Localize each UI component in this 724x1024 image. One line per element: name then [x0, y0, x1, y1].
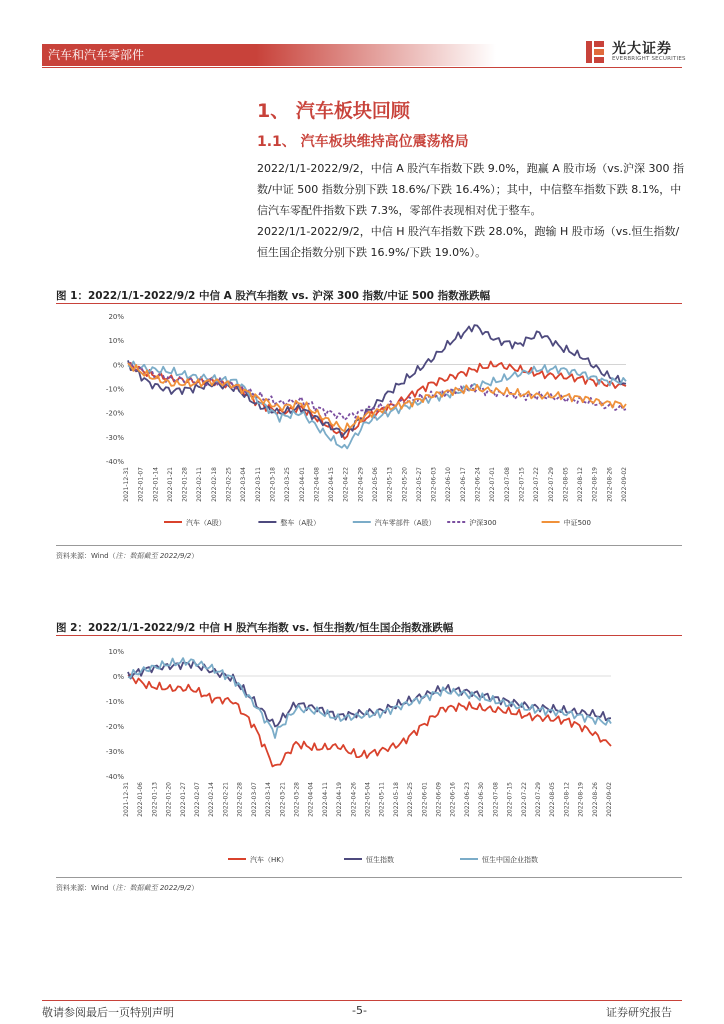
x-tick-label: 2022-07-01 [489, 467, 497, 502]
y-tick-label: 20% [108, 313, 124, 321]
x-tick-label: 2022-02-28 [236, 782, 244, 817]
x-tick-label: 2022-03-04 [240, 467, 248, 502]
x-tick-label: 2022-06-23 [463, 782, 471, 817]
x-tick-label: 2022-06-09 [435, 782, 443, 817]
x-tick-label: 2022-07-08 [492, 782, 500, 817]
x-tick-label: 2022-03-11 [254, 467, 262, 502]
paragraph-a-share: 2022/1/1-2022/9/2，中信 A 股汽车指数下跌 9.0%，跑赢 A 股市场（vs.沪深 300 指数/中证 500 指数分别下跌 18.6%/下跌 16.4%）；其中，中信整车指数下跌 8.1%，中信汽车零配件指数下跌 7.3%，零部件表现相对优于整车。 [257, 162, 684, 217]
legend-label: 汽车零部件（A股） [374, 519, 436, 527]
y-tick-label: -40% [105, 773, 124, 781]
figure-1-title: 图 1：2022/1/1-2022/9/2 中信 A 股汽车指数 vs. 沪深 300 指数/中证 500 指数涨跌幅 [56, 290, 491, 302]
source-suffix: ） [191, 552, 199, 560]
x-tick-label: 2022-03-21 [279, 782, 287, 817]
series-line [128, 363, 626, 420]
x-tick-label: 2022-07-22 [533, 467, 541, 502]
x-tick-label: 2022-03-28 [293, 782, 301, 817]
figure-2-chart [56, 638, 682, 872]
x-tick-label: 2021-12-31 [123, 782, 130, 817]
figure-2-title: 图 2：2022/1/1-2022/9/2 中信 H 股汽车指数 vs. 恒生指数/恒生国企指数涨跌幅 [56, 622, 454, 634]
legend-label: 整车（A股） [280, 519, 321, 527]
y-tick-label: 10% [108, 648, 124, 656]
legend-label: 恒生指数 [366, 856, 394, 864]
x-tick-label: 2022-06-30 [478, 782, 486, 817]
x-tick-label: 2022-04-01 [298, 467, 306, 502]
source-prefix: 资料来源：Wind（ [56, 552, 116, 560]
footer-disclaimer: 敬请参阅最后一页特别声明 [42, 1006, 174, 1019]
x-tick-label: 2022-01-21 [166, 467, 174, 502]
x-tick-label: 2022-09-02 [606, 782, 613, 817]
x-tick-label: 2022-02-11 [196, 467, 204, 502]
y-tick-label: -20% [105, 409, 124, 418]
x-tick-label: 2022-01-07 [137, 467, 145, 502]
x-tick-label: 2022-05-04 [364, 782, 372, 817]
x-tick-label: 2022-02-18 [210, 467, 218, 502]
x-tick-label: 2022-05-11 [378, 782, 386, 817]
x-tick-label: 2022-07-15 [506, 782, 514, 817]
x-tick-label: 2022-07-22 [520, 782, 528, 817]
section-title: 汽车和汽车零部件 [48, 48, 145, 62]
x-tick-label: 2022-04-15 [328, 467, 336, 502]
x-tick-label: 2022-03-14 [265, 782, 273, 817]
legend-label: 中证500 [563, 519, 591, 527]
x-tick-label: 2022-08-19 [577, 782, 585, 817]
footer-report-type: 证券研究报告 [606, 1006, 672, 1019]
figure-2-source [56, 883, 198, 893]
heading-1: 1、 汽车板块回顾 [257, 100, 410, 122]
x-tick-label: 2022-06-17 [459, 467, 467, 502]
legend-label: 恒生中国企业指数 [482, 856, 538, 864]
x-tick-label: 2022-05-27 [415, 467, 423, 502]
x-tick-label: 2022-02-21 [222, 782, 230, 817]
x-tick-label: 2022-08-12 [563, 782, 571, 817]
x-tick-label: 2022-02-14 [208, 782, 216, 817]
y-tick-label: 0% [112, 361, 124, 370]
footer-rule [42, 1000, 682, 1001]
brand-name-cn: 光大证券 [612, 41, 672, 57]
x-tick-label: 2022-08-05 [549, 782, 557, 817]
x-tick-label: 2022-04-19 [336, 782, 344, 817]
x-tick-label: 2022-06-24 [474, 467, 482, 502]
x-tick-label: 2022-01-27 [179, 782, 187, 817]
figure-1-source [56, 551, 198, 561]
y-tick-label: -10% [105, 385, 124, 394]
x-tick-label: 2022-08-05 [562, 466, 570, 502]
x-tick-label: 2022-01-14 [152, 467, 160, 502]
y-tick-label: -30% [105, 433, 124, 442]
x-tick-label: 2022-05-06 [372, 467, 379, 502]
y-tick-label: -10% [105, 698, 124, 706]
figure-1-chart [56, 306, 682, 540]
x-tick-label: 2022-07-29 [534, 782, 542, 817]
x-tick-label: 2022-05-18 [392, 782, 400, 817]
x-tick-label: 2022-04-08 [313, 467, 321, 502]
x-tick-label: 2022-06-01 [421, 782, 429, 817]
x-tick-label: 2022-08-19 [591, 467, 599, 502]
source-prefix: 资料来源：Wind（ [56, 884, 116, 892]
header-rule [42, 67, 682, 68]
x-tick-label: 2022-01-06 [137, 782, 145, 817]
x-tick-label: 2022-02-25 [225, 467, 233, 502]
x-tick-label: 2022-04-29 [357, 467, 365, 502]
page-number: -5- [352, 1004, 367, 1017]
x-tick-label: 2022-04-11 [321, 782, 329, 817]
source-note: 注：数据截至 2022/9/2 [115, 884, 192, 892]
legend-label: 汽车（HK） [250, 856, 288, 864]
x-tick-label: 2022-08-26 [606, 467, 614, 502]
figure-2-source-rule [56, 877, 682, 878]
x-tick-label: 2021-12-31 [123, 467, 130, 502]
figure-1-rule [56, 303, 682, 304]
y-tick-label: -40% [105, 458, 124, 466]
y-tick-label: -20% [105, 723, 124, 731]
y-tick-label: 10% [108, 337, 124, 346]
figure-2-rule [56, 635, 682, 636]
x-tick-label: 2022-05-20 [401, 467, 409, 502]
x-tick-label: 2022-02-07 [194, 782, 202, 817]
x-tick-label: 2022-07-15 [518, 467, 526, 502]
x-tick-label: 2022-07-08 [503, 467, 511, 502]
x-tick-label: 2022-08-12 [577, 467, 585, 502]
x-tick-label: 2022-06-03 [430, 467, 438, 502]
x-tick-label: 2022-05-13 [386, 467, 394, 502]
legend-label: 汽车（A股） [186, 519, 226, 527]
x-tick-label: 2022-03-25 [284, 467, 292, 502]
x-tick-label: 2022-03-18 [269, 467, 277, 502]
figure-1-source-rule [56, 545, 682, 546]
x-tick-label: 2022-01-28 [181, 467, 189, 502]
series-line [128, 675, 611, 767]
x-tick-label: 2022-04-04 [307, 782, 315, 817]
x-tick-label: 2022-08-26 [591, 782, 599, 817]
y-tick-label: 0% [112, 673, 124, 681]
x-tick-label: 2022-05-25 [407, 782, 415, 817]
x-tick-label: 2022-09-02 [621, 467, 628, 502]
x-tick-label: 2022-01-20 [165, 782, 173, 817]
source-suffix: ） [191, 884, 199, 892]
header-bar-fade [256, 44, 496, 66]
source-note: 注：数据截至 2022/9/2 [115, 552, 192, 560]
brand-name-en: EVERBRIGHT SECURITIES [612, 56, 686, 62]
paragraph-h-share: 2022/1/1-2022/9/2，中信 H 股汽车指数下跌 28.0%，跑输 H 股市场（vs.恒生指数/恒生国企指数分别下跌 16.9%/下跌 19.0%）。 [257, 225, 680, 259]
x-tick-label: 2022-06-16 [449, 782, 457, 817]
x-tick-label: 2022-07-29 [547, 467, 555, 502]
y-tick-label: -30% [105, 748, 124, 756]
x-tick-label: 2022-04-22 [342, 467, 350, 502]
x-tick-label: 2022-04-26 [350, 782, 358, 817]
x-tick-label: 2022-03-07 [250, 782, 258, 817]
legend-label: 沪深300 [469, 519, 497, 527]
heading-2: 1.1、 汽车板块维持高位震荡格局 [257, 134, 469, 150]
x-tick-label: 2022-06-10 [445, 467, 453, 502]
x-tick-label: 2022-01-13 [151, 782, 159, 817]
